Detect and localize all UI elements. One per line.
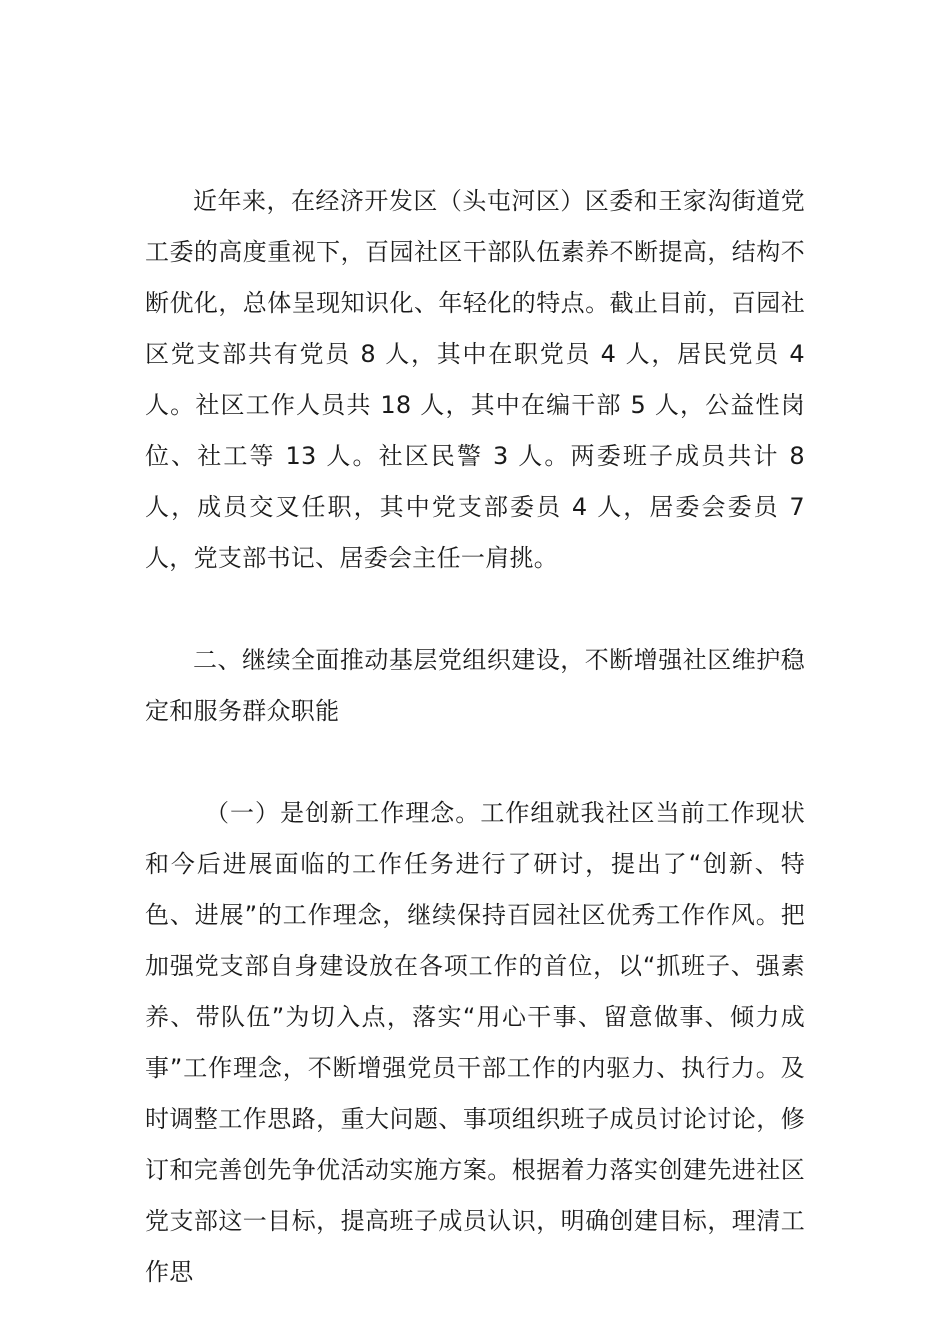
paragraph-innovation: （一）是创新工作理念。工作组就我社区当前工作现状和今后进展面临的工作任务进行了研讨，提出了“创新、特色、进展”的工作理念，继续保持百园社区优秀工作作风。把加强党支部自身建设放在各项工作的首位，以“抓班子、强素养、带队伍”为切入点，落实“用心干事、留意做事、倾力成事”工作理念，不断增强党员干部工作的内驱力、执行力。及时调整工作思路，重大问题、事项组织班子成员讨论讨论，修订和完善创先争优活动实施方案。根据着力落实创建先进社区党支部这一目标，提高班子成员认识，明确创建目标，理清工作思 (145, 799, 805, 1286)
section-heading-two: 二、继续全面推动基层党组织建设，不断增强社区维护稳定和服务群众职能 (145, 646, 805, 725)
document-body (145, 176, 805, 1298)
paragraph-intro: 近年来，在经济开发区（头屯河区）区委和王家沟街道党工委的高度重视下，百园社区干部队伍素养不断提高，结构不断优化，总体呈现知识化、年轻化的特点。截止目前，百园社区党支部共有党员 8 人，其中在职党员 4 人，居民党员 4 人。社区工作人员共 18 人，其中在编干部 5 人，公益性岗位、社工等 13 人。社区民警 3 人。两委班子成员共计 8 人，成员交叉任职，其中党支部委员 4 人，居委会委员 7 人，党支部书记、居委会主任一肩挑。 (145, 187, 805, 572)
